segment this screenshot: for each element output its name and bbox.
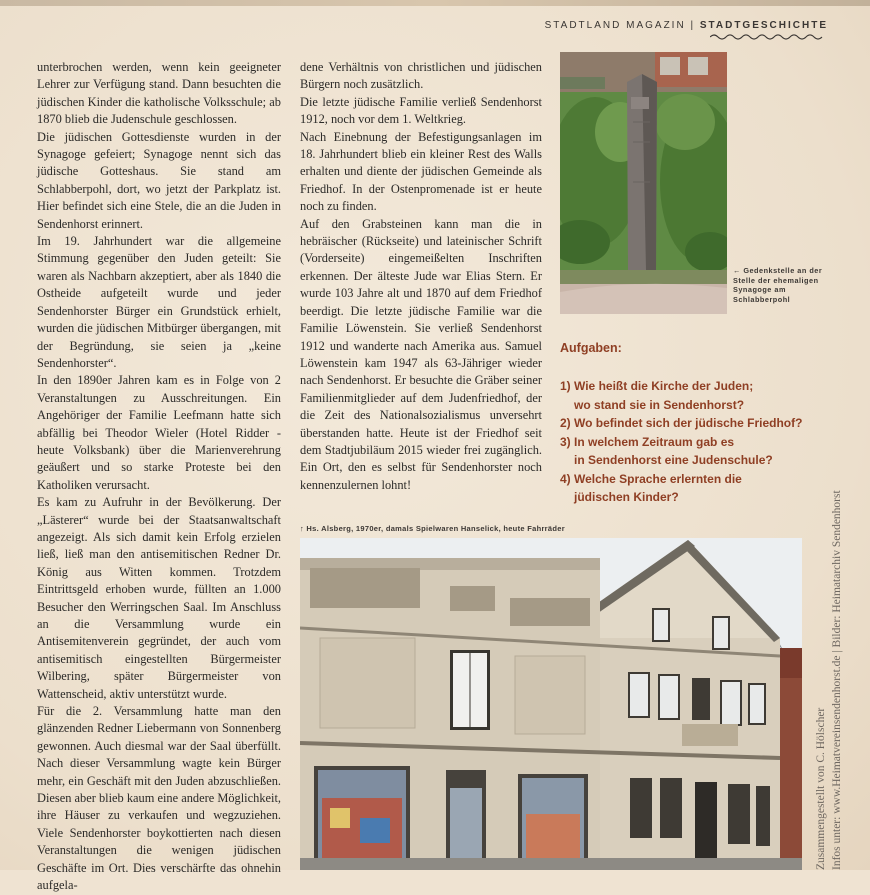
- tasks-heading: Aufgaben:: [560, 341, 622, 355]
- paragraph: Auf den Grabsteinen kann man die in hebräischer (Rückseite) und lateinischer Schrift (Vorderseite) eingemeißelten Inschriften erkennen. Der älteste Jude war Elias Stern. Er wurde 103 Jahre alt und 1870 auf dem Friedhof beerdigt. Die letzte jüdische Familie war die Familie Löwenstein. Sie verließ Sendenhorst 1912 und wanderte nach Amerika aus. Samuel Löwenstein kam 1947 als 63-Jähriger wieder nach Sendenhorst. Er besuchte die Gräber seiner Familienmitglieder auf dem Judenfriedhof, der die Zeit des Nationalsozialismus unversehrt überstanden hatte. Heute ist der Friedhof seit dem Stadtjubiläum 2015 wieder frei zugänglich. Ein Ort, den es selbst für Sendenhorster noch kennenzulernen lohnt!: [300, 216, 542, 492]
- credits-vertical: [813, 490, 845, 870]
- paragraph: Für die 2. Versammlung hatte man den glänzenden Redner Liebermann von Sonnenberg gewonnen. Auch diesmal war der Saal überfüllt. Nach dieser Versammlung wagte kein Bürger mehr, ein Geschäft mit den Juden abzuschließen. Diesen aber blieb kaum eine andere Möglichkeit, ihre Häuser zu verkaufen und wegzuziehen. Viele Sendenhorster boykottierten nach diesen Veranstaltungen die wenigen jüdischen Geschäfte im Ort. Dies verschärfte das ohnehin aufgela-: [37, 704, 281, 893]
- house-alsberg-photo: [300, 538, 802, 870]
- house-photo-caption: ↑ Hs. Alsberg, 1970er, damals Spielwaren Hanselick, heute Fahrräder: [300, 524, 565, 533]
- header-separator: |: [690, 20, 696, 31]
- top-band: [0, 0, 870, 6]
- paragraph: Die jüdischen Gottesdienste wurden in der Synagoge gefeiert; Synagoge nennt sich das jüdische Gotteshaus. Sie stand am Schlabberpohl, dort, wo jetzt der Parkplatz ist. Hier befindet sich eine Stele, die an die Juden in Sendenhorst erinnert.: [37, 129, 281, 231]
- paragraph: Im 19. Jahrhundert war die allgemeine Stimmung gegenüber den Juden geteilt: Sie waren als Nachbarn akzeptiert, aber als 1840 die Ostheide aufgeteilt wurde und jeder Sendenhorster Bürger ein Grundstück erhielt, wurden die jüdischen Mitbürger übergangen, mit der Begründung, sie seien ja „keine Sendenhorster“.: [37, 234, 281, 370]
- credits-author: Zusammengestellt von C. Hölscher: [815, 707, 827, 870]
- task-question: 2) Wo befindet sich der jüdische Friedhof?: [560, 416, 803, 430]
- task-question-cont: jüdischen Kinder?: [574, 490, 679, 504]
- paragraph: dene Verhältnis von christlichen und jüdischen Bürgern noch zusätzlich.: [300, 60, 542, 92]
- task-item: [560, 470, 825, 507]
- page-header: [545, 20, 828, 31]
- task-question: 3) In welchem Zeitraum gab es: [560, 434, 735, 449]
- paragraph: unterbrochen werden, wenn kein geeigneter Lehrer zur Verfügung stand. Dann besuchten die jüdischen Kinder die katholische Volksschule; ab 1870 blieb die Judenschule geschlossen.: [37, 60, 281, 127]
- paragraph: Die letzte jüdische Familie verließ Sendenhorst 1912, noch vor dem 1. Weltkrieg.: [300, 94, 542, 127]
- memorial-photo-caption: ← Gedenkstelle an der Stelle der ehemaligen Synagoge am Schlabberpohl: [733, 266, 823, 304]
- magazine-name: STADTLAND MAGAZIN: [544, 20, 686, 31]
- memorial-stele-photo: [560, 52, 727, 314]
- credits-info: Infos unter: www.Heimatvereinsendenhorst.de | Bilder: Heimatarchiv Sendenhorst: [831, 490, 843, 870]
- task-question: 4) Welche Sprache erlernten die: [560, 471, 742, 486]
- task-item: [560, 377, 825, 414]
- task-question-cont: wo stand sie in Sendenhorst?: [574, 397, 745, 412]
- tasks-list: [560, 377, 825, 507]
- header-squiggle: [710, 33, 825, 41]
- task-question-cont: in Sendenhorst eine Judenschule?: [574, 453, 773, 467]
- text-column-middle: [300, 59, 542, 494]
- paragraph: In den 1890er Jahren kam es in Folge von 2 Veranstaltungen zu Ausschreitungen. Ein Angehöriger der Familie Leefmann hatte sich abfällig bei Theodor Wieler (Hotel Ridder - heute Volksbank) über die Marienverehrung geäußert und so starke Proteste bei den Katholiken verursacht.: [37, 373, 281, 492]
- paragraph: Es kam zu Aufruhr in der Bevölkerung. Der „Lästerer“ wurde bei der Staatsanwaltschaft angezeigt. Als sich damit kein Erfolg erzielen ließ, ließ man den antisemitischen Redner Dr. König aus Witten kommen. Trotzdem Eintrittsgeld erhoben wurde, füllten an 1.000 Besucher den Werringschen Saal. Im Anschluss an die Versammlung wurde ein Antisemitenverein gegründet, der auch vom antisemitisch eingestellten Bürgermeister Wilbering, später Bürgermeister von Wattenscheid, aktiv unterstützt wurde.: [37, 495, 281, 701]
- task-item: [560, 414, 825, 433]
- section-name: STADTGESCHICHTE: [699, 20, 828, 31]
- task-question: 1) Wie heißt die Kirche der Juden;: [560, 379, 754, 393]
- text-column-left: [37, 59, 281, 895]
- task-item: [560, 433, 825, 470]
- paragraph: Nach Einebnung der Befestigungsanlagen im 18. Jahrhundert blieb ein kleiner Rest des Walls erhalten und diente der jüdischen Gemeinde als Friedhof. In der Ostenpromenade ist er heute noch zu finden.: [300, 129, 542, 214]
